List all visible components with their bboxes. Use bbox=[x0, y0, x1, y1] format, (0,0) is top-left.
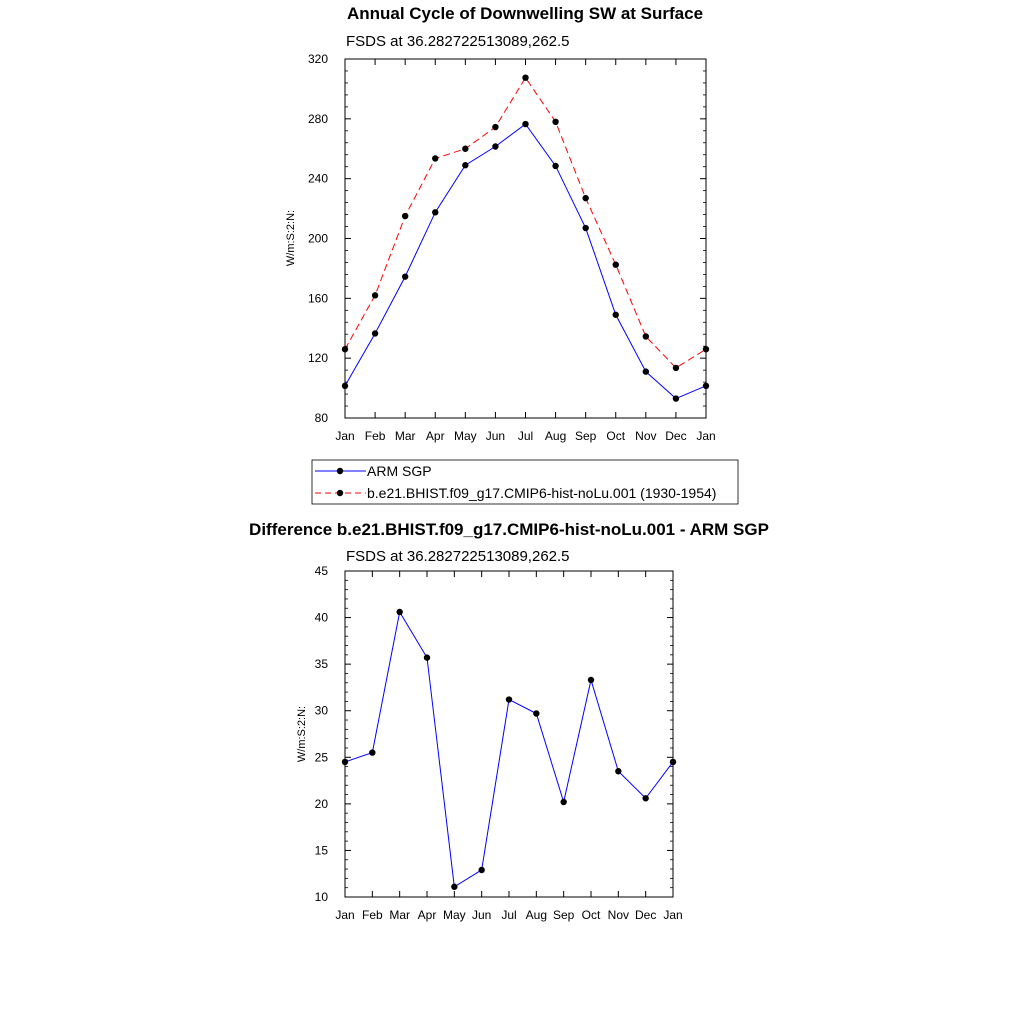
chart1-series-0-point bbox=[582, 225, 588, 231]
chart1-xtick-label: Jan bbox=[335, 429, 355, 443]
chart1-series-0-point bbox=[372, 330, 378, 336]
chart1-series-1-point bbox=[643, 333, 649, 339]
chart2-xtick-label: Apr bbox=[417, 908, 437, 922]
chart1-series-0-point bbox=[342, 383, 348, 389]
chart2-series-line-0 bbox=[345, 612, 673, 887]
chart2-series-0-point bbox=[342, 759, 348, 765]
legend-marker-model bbox=[337, 490, 343, 496]
chart1-series-0-point bbox=[673, 395, 679, 401]
chart1-xtick-label: Sep bbox=[574, 429, 597, 443]
chart1-series-1-point bbox=[703, 346, 709, 352]
chart2-xtick-label: Mar bbox=[389, 908, 411, 922]
chart2-series-0-point bbox=[560, 799, 566, 805]
chart2-xtick-label: Aug bbox=[525, 908, 548, 922]
chart2-series-0-point bbox=[670, 759, 676, 765]
chart2-xtick-label: Dec bbox=[634, 908, 657, 922]
chart2-xtick-label: Jan bbox=[663, 908, 683, 922]
chart2-series-0-point bbox=[533, 710, 539, 716]
chart2-ytick-label: 20 bbox=[314, 796, 328, 811]
chart2-series-0-point bbox=[478, 867, 484, 873]
chart2-series-0-point bbox=[506, 696, 512, 702]
chart1-title: Annual Cycle of Downwelling SW at Surface bbox=[346, 4, 704, 23]
chart1-series-0-point bbox=[613, 312, 619, 318]
annual-cycle-chart bbox=[285, 4, 716, 443]
chart1-series bbox=[342, 74, 709, 401]
chart1-series-0-point bbox=[703, 383, 709, 389]
chart2-series bbox=[342, 609, 676, 890]
chart1-ylabel: W/m:S:2:N: bbox=[285, 209, 297, 267]
chart2-axes bbox=[315, 564, 683, 922]
chart1-xtick-label: Feb bbox=[364, 429, 386, 443]
chart1-series-0-point bbox=[522, 121, 528, 127]
chart2-plot-frame bbox=[345, 571, 673, 897]
chart2-title: Difference b.e21.BHIST.f09_g17.CMIP6-hist-noLu.001 - ARM SGP bbox=[249, 520, 769, 539]
chart1-axes bbox=[308, 52, 716, 443]
chart1-series-1-point bbox=[552, 119, 558, 125]
chart1-ytick-label: 80 bbox=[314, 411, 328, 425]
chart1-series-1-point bbox=[372, 292, 378, 298]
chart2-xtick-label: Jan bbox=[335, 908, 355, 922]
chart2-xtick-label: Oct bbox=[581, 908, 601, 922]
chart1-series-1-point bbox=[522, 74, 528, 80]
chart1-series-0-point bbox=[432, 209, 438, 215]
legend-marker-arm-sgp bbox=[337, 468, 343, 474]
chart1-series-0-point bbox=[462, 162, 468, 168]
chart2-series-0-point bbox=[451, 884, 457, 890]
chart2-ytick-label: 15 bbox=[314, 843, 328, 858]
chart1-series-1-point bbox=[673, 365, 679, 371]
legend-label-arm-sgp: ARM SGP bbox=[367, 463, 432, 479]
chart2-subtitle: FSDS at 36.282722513089,262.5 bbox=[346, 548, 570, 565]
chart1-ytick-label: 240 bbox=[307, 171, 328, 186]
chart2-ytick-label: 40 bbox=[314, 610, 328, 625]
chart1-series-0-point bbox=[643, 368, 649, 374]
chart2-ytick-label: 25 bbox=[314, 750, 328, 765]
chart1-subtitle: FSDS at 36.282722513089,262.5 bbox=[346, 33, 570, 50]
chart2-ytick-label: 10 bbox=[314, 890, 328, 904]
chart1-xtick-label: Apr bbox=[425, 429, 445, 443]
chart1-ytick-label: 120 bbox=[307, 351, 328, 366]
chart1-xtick-label: Oct bbox=[606, 429, 626, 443]
legend-label-model: b.e21.BHIST.f09_g17.CMIP6-hist-noLu.001 (1930-1954) bbox=[367, 485, 717, 501]
chart2-ytick-label: 35 bbox=[314, 657, 328, 672]
chart1-series-1-point bbox=[402, 213, 408, 219]
chart1-xtick-label: Jul bbox=[517, 429, 534, 443]
chart1-series-1-point bbox=[613, 261, 619, 267]
chart1-ytick-label: 160 bbox=[307, 291, 328, 306]
chart2-series-0-point bbox=[369, 749, 375, 755]
chart1-xtick-label: Nov bbox=[635, 429, 657, 443]
chart1-series-0-point bbox=[492, 143, 498, 149]
chart1-series-0-point bbox=[552, 163, 558, 169]
chart2-series-0-point bbox=[424, 654, 430, 660]
chart1-ytick-label: 320 bbox=[307, 52, 328, 66]
chart1-xtick-label: Aug bbox=[544, 429, 567, 443]
chart1-series-1-point bbox=[342, 346, 348, 352]
chart1-xtick-label: Jan bbox=[696, 429, 716, 443]
chart2-xtick-label: Feb bbox=[361, 908, 383, 922]
chart2-series-0-point bbox=[588, 677, 594, 683]
chart2-series-0-point bbox=[642, 795, 648, 801]
chart2-series-0-point bbox=[396, 609, 402, 615]
chart2-ytick-label: 45 bbox=[314, 564, 328, 578]
chart2-xtick-label: May bbox=[442, 908, 466, 922]
chart2-series-0-point bbox=[615, 768, 621, 774]
chart1-legend bbox=[312, 460, 738, 504]
chart2-ylabel: W/m:S:2:N: bbox=[296, 705, 308, 763]
chart1-ytick-label: 200 bbox=[307, 231, 328, 246]
chart1-xtick-label: Mar bbox=[394, 429, 416, 443]
chart1-ytick-label: 280 bbox=[307, 111, 328, 126]
chart2-xtick-label: Jun bbox=[471, 908, 492, 922]
difference-chart bbox=[249, 520, 769, 922]
chart2-xtick-label: Jul bbox=[501, 908, 517, 922]
chart1-xtick-label: Dec bbox=[665, 429, 687, 443]
chart2-xtick-label: Sep bbox=[552, 908, 575, 922]
chart1-series-0-point bbox=[402, 273, 408, 279]
chart1-xtick-label: May bbox=[453, 429, 477, 443]
chart1-xtick-label: Jun bbox=[485, 429, 506, 443]
chart2-xtick-label: Nov bbox=[607, 908, 630, 922]
chart1-series-1-point bbox=[462, 146, 468, 152]
chart1-series-1-point bbox=[582, 195, 588, 201]
chart1-series-1-point bbox=[492, 124, 498, 130]
chart1-series-1-point bbox=[432, 155, 438, 161]
chart2-ytick-label: 30 bbox=[314, 703, 328, 718]
chart1-series-line-0 bbox=[345, 124, 706, 398]
chart1-plot-frame bbox=[345, 59, 706, 418]
